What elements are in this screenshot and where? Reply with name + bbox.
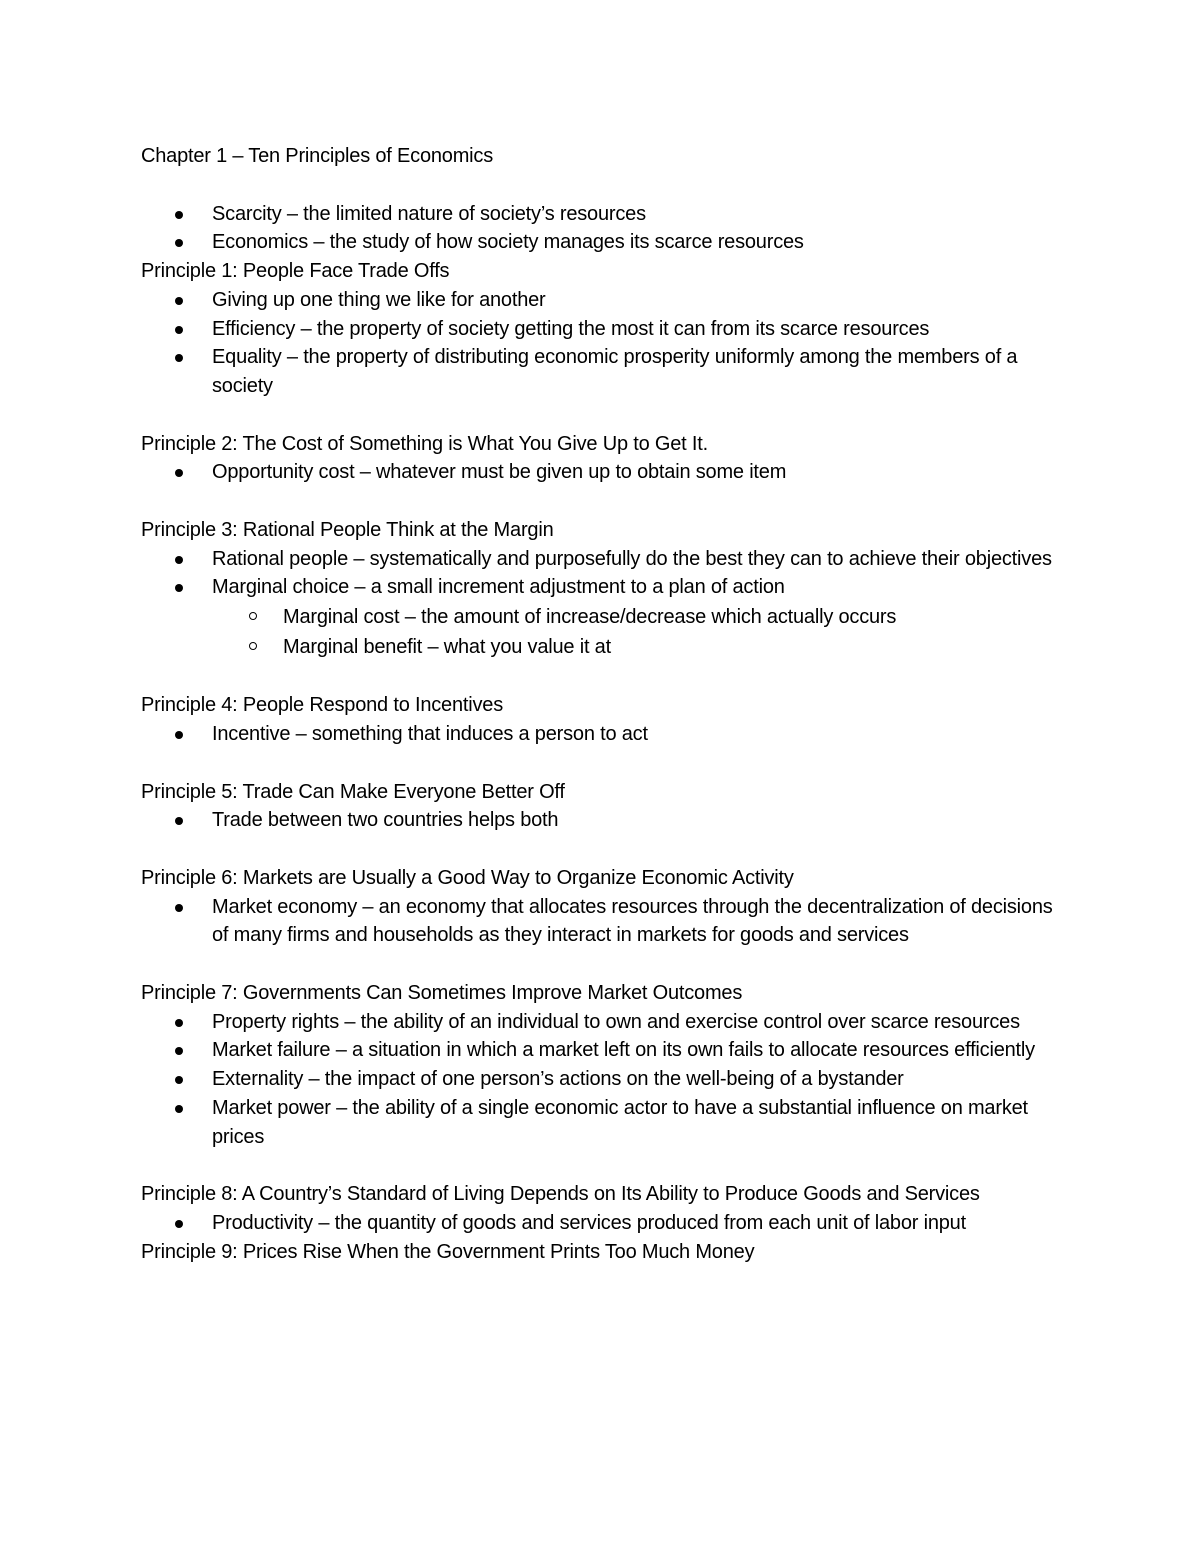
principle-section (141, 430, 1061, 487)
bullet-icon (175, 1019, 183, 1027)
principle-heading: Principle 2: The Cost of Something is What You Give Up to Get It. (141, 432, 708, 455)
list-item (141, 343, 1061, 400)
principle-list (141, 1209, 1061, 1238)
principle-heading: Principle 7: Governments Can Sometimes Improve Market Outcomes (141, 982, 743, 1005)
list-item (141, 893, 1061, 950)
list-item-text: Market power – the ability of a single economic actor to have a substantial influence on market prices (212, 1096, 1028, 1148)
list-item-text: Externality – the impact of one person’s actions on the well-being of a bystander (212, 1068, 904, 1091)
bullet-icon (175, 556, 183, 564)
list-item (141, 1036, 1061, 1065)
list-item (141, 228, 1061, 257)
list-item (141, 720, 1061, 749)
list-item-text: Market failure – a situation in which a market left on its own fails to allocate resources efficiently (212, 1039, 1035, 1062)
principle-list (141, 893, 1061, 950)
bullet-icon (175, 1076, 183, 1084)
bullet-icon (175, 584, 183, 592)
principle-section (141, 1238, 1061, 1267)
list-item-text: Rational people – systematically and purposefully do the best they can to achieve their objectives (212, 547, 1052, 570)
sub-list (212, 602, 1061, 662)
principle-list (141, 458, 1061, 487)
principle-heading: Principle 8: A Country’s Standard of Living Depends on Its Ability to Produce Goods and Services (141, 1183, 980, 1206)
list-item (141, 1008, 1061, 1037)
list-item-text: Economics – the study of how society manages its scarce resources (212, 231, 804, 254)
principle-heading: Principle 3: Rational People Think at the Margin (141, 519, 554, 542)
list-item-text: Giving up one thing we like for another (212, 288, 546, 311)
list-item (141, 1094, 1061, 1151)
list-item-text: Marginal choice – a small increment adjustment to a plan of action (212, 576, 785, 599)
principle-list (141, 286, 1061, 401)
bullet-icon (175, 1105, 183, 1113)
bullet-icon (175, 731, 183, 739)
list-item-text: Efficiency – the property of society getting the most it can from its scarce resources (212, 317, 930, 340)
list-item-text: Productivity – the quantity of goods and services produced from each unit of labor input (212, 1211, 966, 1234)
principle-section (141, 516, 1061, 662)
bullet-icon (175, 239, 183, 247)
bullet-icon (175, 297, 183, 305)
bullet-icon (175, 211, 183, 219)
principle-section (141, 691, 1061, 748)
list-item (141, 200, 1061, 229)
bullet-icon (175, 326, 183, 334)
principle-list (141, 720, 1061, 749)
document-page (141, 142, 1061, 1266)
principle-list (141, 1008, 1061, 1152)
principle-list (141, 545, 1061, 662)
principle-heading: Principle 6: Markets are Usually a Good Way to Organize Economic Activity (141, 866, 794, 889)
list-item (141, 458, 1061, 487)
bullet-icon (175, 817, 183, 825)
principle-list (141, 806, 1061, 835)
list-item (141, 806, 1061, 835)
principle-section (141, 778, 1061, 835)
sub-list-item (212, 602, 1061, 632)
list-item (141, 1065, 1061, 1094)
bullet-icon (175, 469, 183, 477)
principle-section (141, 864, 1061, 950)
sub-list-item (212, 632, 1061, 662)
sub-list-item-text: Marginal benefit – what you value it at (283, 636, 611, 659)
list-item-text: Incentive – something that induces a person to act (212, 722, 648, 745)
principle-heading: Principle 1: People Face Trade Offs (141, 260, 450, 283)
circle-bullet-icon (249, 612, 257, 620)
list-item-text: Equality – the property of distributing economic prosperity uniformly among the members of a society (212, 346, 1018, 397)
list-item (141, 286, 1061, 315)
bullet-icon (175, 1220, 183, 1228)
bullet-icon (175, 354, 183, 362)
principle-section (141, 257, 1061, 401)
list-item-text: Property rights – the ability of an individual to own and exercise control over scarce resources (212, 1010, 1020, 1033)
list-item (141, 545, 1061, 574)
circle-bullet-icon (249, 642, 257, 650)
intro-list (141, 200, 1061, 257)
list-item-text: Scarcity – the limited nature of society’s resources (212, 202, 646, 225)
chapter-title: Chapter 1 – Ten Principles of Economics (141, 145, 494, 167)
list-item-text: Opportunity cost – whatever must be given up to obtain some item (212, 461, 787, 484)
principle-section (141, 1180, 1061, 1237)
principle-heading: Principle 4: People Respond to Incentives (141, 694, 504, 717)
bullet-icon (175, 1047, 183, 1055)
list-item-text: Market economy – an economy that allocates resources through the decentralization of decisions of many firms and households as they interact in markets for goods and services (212, 895, 1053, 947)
list-item-text: Trade between two countries helps both (212, 809, 559, 832)
list-item (141, 1209, 1061, 1238)
principle-heading: Principle 9: Prices Rise When the Government Prints Too Much Money (141, 1240, 755, 1263)
principle-heading: Principle 5: Trade Can Make Everyone Better Off (141, 780, 565, 803)
list-item (141, 315, 1061, 344)
principle-section (141, 979, 1061, 1151)
list-item (141, 573, 1061, 662)
bullet-icon (175, 904, 183, 912)
sub-list-item-text: Marginal cost – the amount of increase/decrease which actually occurs (283, 606, 897, 629)
